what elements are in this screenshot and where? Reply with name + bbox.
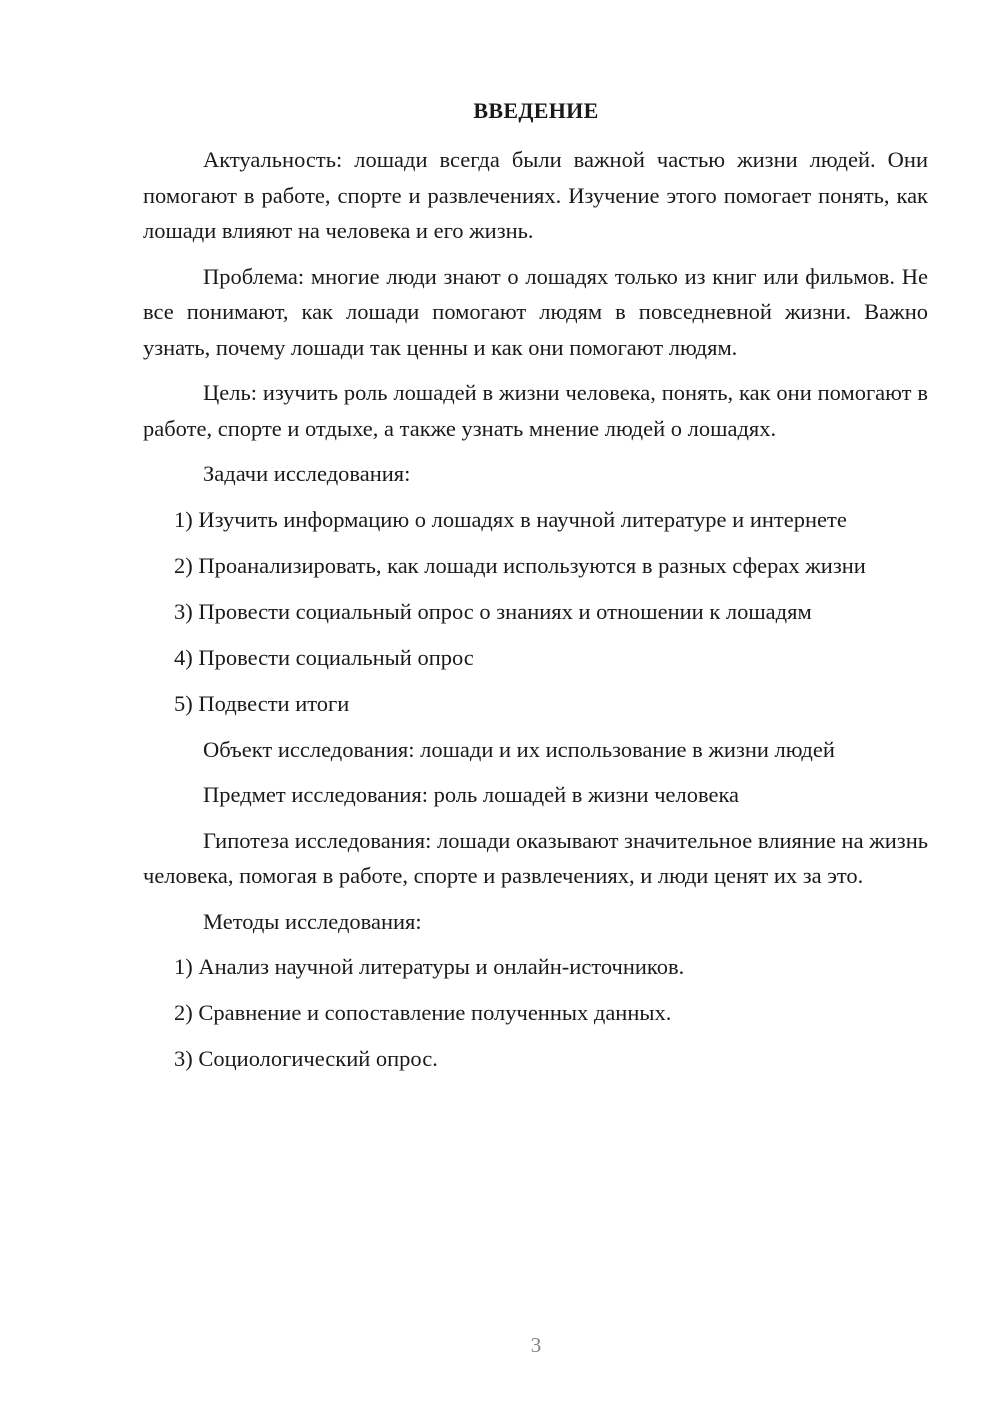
problem-paragraph: Проблема: многие люди знают о лошадях только из книг или фильмов. Не все понимают, как лошади помогают людям в повседневной жизни. Важно узнать, почему лошади так ценны и как они помогают людям. xyxy=(143,263,928,360)
page-number: 3 xyxy=(530,1333,542,1357)
hypothesis-paragraph: Гипотеза исследования: лошади оказывают значительное влияние на жизнь человека, помогая в работе, спорте и развлечениях, и люди ценят их за это. xyxy=(143,827,928,888)
subject-paragraph: Предмет исследования: роль лошадей в жизни человека xyxy=(203,782,740,807)
relevance-paragraph: Актуальность: лошади всегда были важной частью жизни людей. Они помогают в работе, спорте и развлечениях. Изучение этого помогает понять, как лошади влияют на человека и его жизнь. xyxy=(143,147,928,243)
object-paragraph: Объект исследования: лошади и их использование в жизни людей xyxy=(203,736,835,762)
list-item: 1) Анализ научной литературы и онлайн-источников. xyxy=(174,954,685,979)
list-item: 2) Сравнение и сопоставление полученных данных. xyxy=(174,1000,672,1025)
methods-list xyxy=(143,949,928,1077)
list-item: 1) Изучить информацию о лошадях в научной литературе и интернете xyxy=(174,506,847,532)
list-item: 3) Социологический опрос. xyxy=(174,1046,438,1071)
list-item: 2) Проанализировать, как лошади используются в разных сферах жизни xyxy=(174,552,866,578)
tasks-heading: Задачи исследования: xyxy=(203,461,411,486)
page-title: ВВЕДЕНИЕ xyxy=(473,98,599,123)
methods-heading: Методы исследования: xyxy=(203,908,422,934)
goal-paragraph: Цель: изучить роль лошадей в жизни человека, понять, как они помогают в работе, спорте и отдыхе, а также узнать мнение людей о лошадях. xyxy=(143,380,928,441)
tasks-list xyxy=(143,502,928,722)
document-body xyxy=(143,142,928,1087)
list-item: 5) Подвести итоги xyxy=(174,690,350,716)
list-item: 3) Провести социальный опрос о знаниях и отношении к лошадям xyxy=(174,598,812,624)
list-item: 4) Провести социальный опрос xyxy=(174,644,474,670)
